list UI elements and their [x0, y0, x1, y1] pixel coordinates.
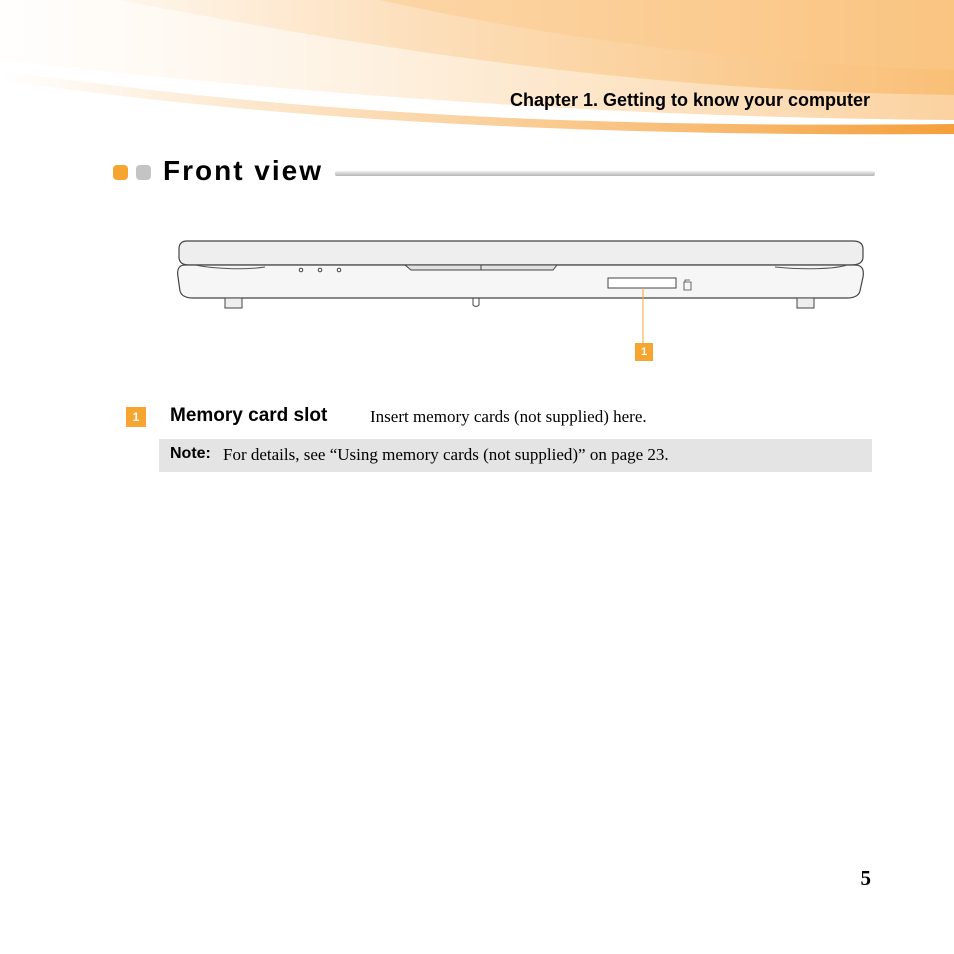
section-heading — [113, 155, 875, 191]
note-text: For details, see “Using memory cards (not supplied)” on page 23. — [223, 445, 669, 464]
header-swoosh-graphic — [0, 0, 954, 140]
heading-orange-square-icon — [113, 165, 128, 180]
callout-marker: 1 — [635, 343, 653, 361]
section-title: Front view — [163, 155, 324, 186]
laptop-front-view-illustration — [175, 235, 865, 370]
item-row — [126, 404, 876, 430]
note-label: Note: — [170, 445, 211, 462]
item-description: Insert memory cards (not supplied) here. — [370, 407, 647, 426]
page-number: 5 — [860, 866, 871, 890]
heading-rule — [335, 171, 875, 176]
chapter-title: Chapter 1. Getting to know your computer — [509, 90, 870, 110]
item-label: Memory card slot — [170, 405, 328, 426]
heading-gray-square-icon — [136, 165, 151, 180]
item-number-badge: 1 — [126, 407, 146, 427]
note-box — [159, 439, 872, 472]
